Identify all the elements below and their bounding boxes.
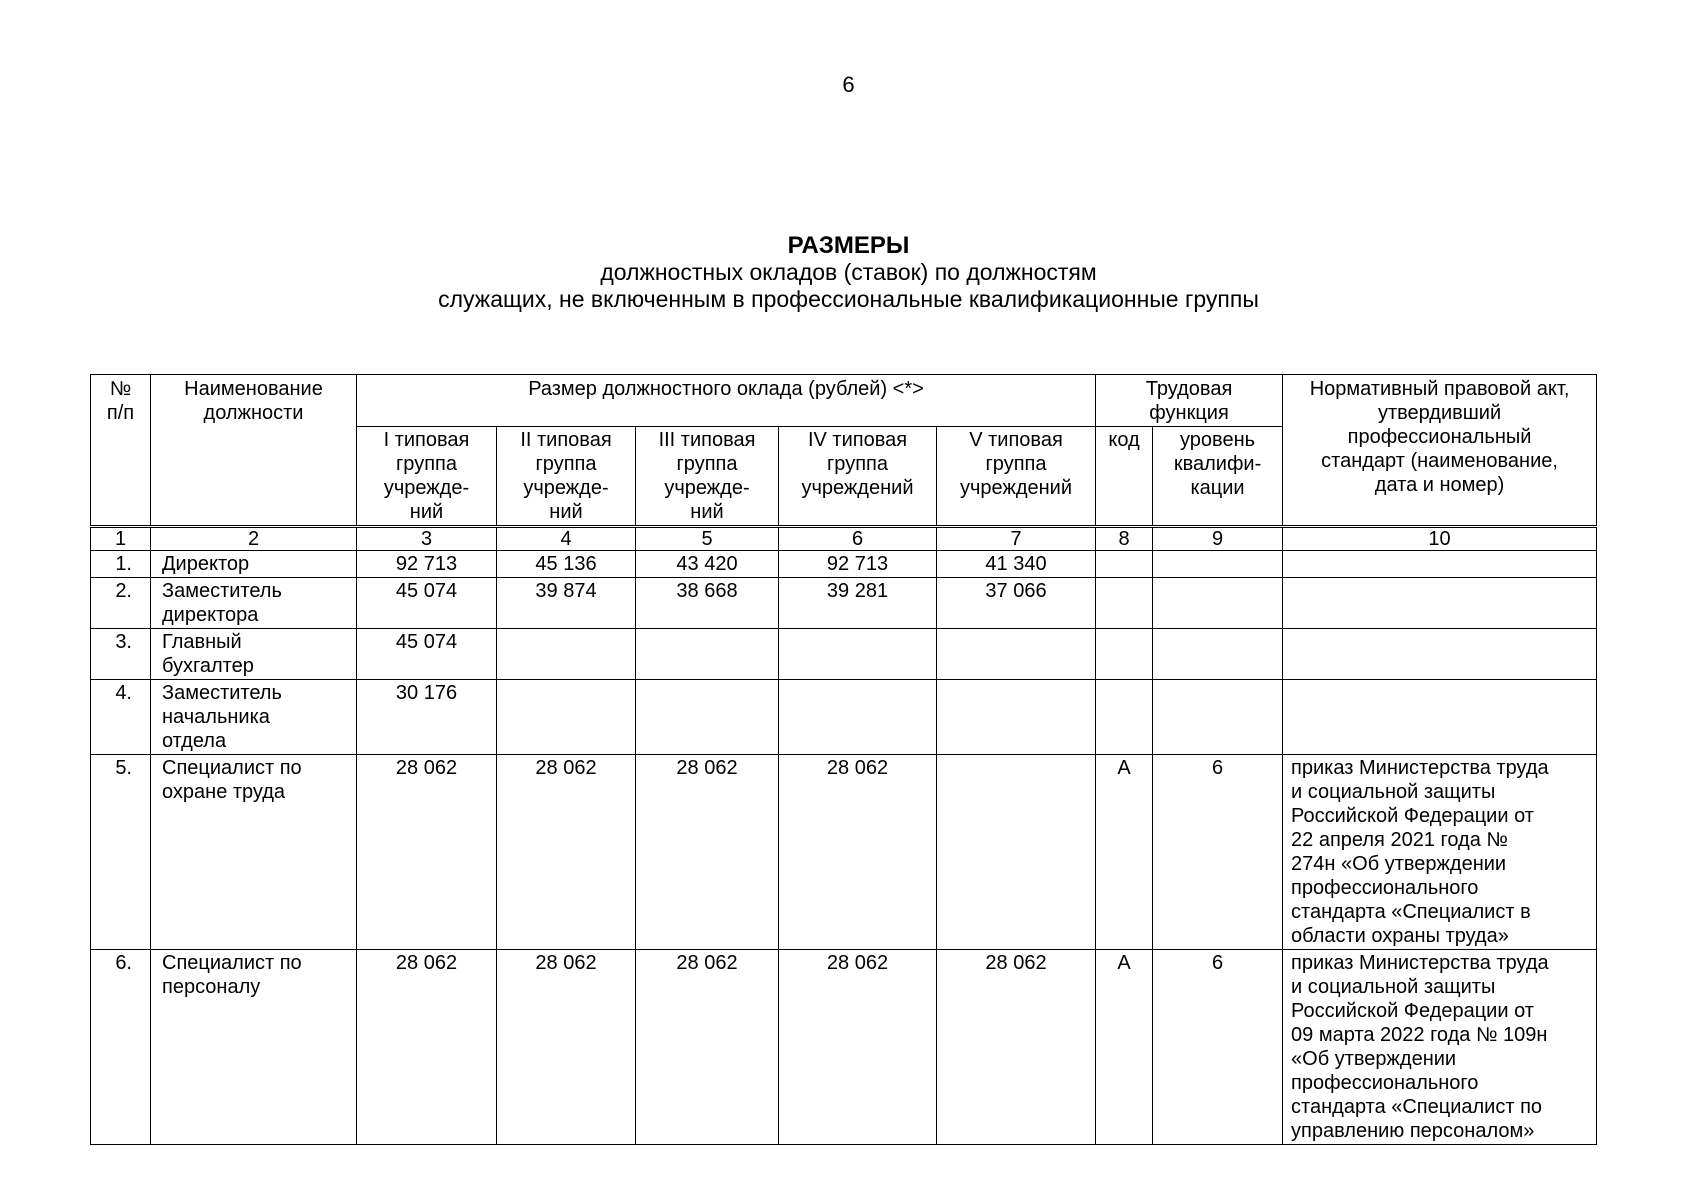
salary-group-4 [779,680,937,755]
salary-group-4: 28 062 [779,950,937,1145]
header-group-4: IV типовая группа учреждений [779,427,937,527]
salary-group-5: 37 066 [937,578,1096,629]
salary-group-5: 41 340 [937,551,1096,578]
salary-group-2 [497,680,636,755]
column-number: 9 [1153,527,1283,551]
header-labor-function: Трудовая функция [1096,375,1283,427]
function-code [1096,578,1153,629]
position-name: Директор [151,551,357,578]
position-name: Заместитель начальника отдела [151,680,357,755]
salary-group-3 [636,629,779,680]
column-number: 1 [91,527,151,551]
header-group-3: III типовая группа учрежде- ний [636,427,779,527]
column-number: 3 [357,527,497,551]
position-name: Главный бухгалтер [151,629,357,680]
header-salary-group: Размер должностного оклада (рублей) <*> [357,375,1096,427]
row-index: 3. [91,629,151,680]
function-code [1096,680,1153,755]
header-num: № п/п [91,375,151,527]
salary-group-1: 28 062 [357,755,497,950]
salary-group-5 [937,680,1096,755]
legal-act [1283,551,1597,578]
salary-group-1: 30 176 [357,680,497,755]
salary-group-3: 38 668 [636,578,779,629]
column-number: 6 [779,527,937,551]
qualification-level [1153,551,1283,578]
table-header [91,375,1597,527]
header-level: уровень квалифи- кации [1153,427,1283,527]
qualification-level [1153,680,1283,755]
salary-table [90,374,1597,1145]
function-code [1096,551,1153,578]
salary-group-2: 28 062 [497,950,636,1145]
legal-act: приказ Министерства труда и социальной защиты Российской Федерации от 09 марта 2022 года № 109н «Об утверждении профессионального стандарта «Специалист по управлению персоналом» [1283,950,1597,1145]
legal-act [1283,629,1597,680]
column-number: 7 [937,527,1096,551]
column-number-row [91,527,1597,551]
salary-group-1: 92 713 [357,551,497,578]
salary-group-3: 28 062 [636,950,779,1145]
row-index: 4. [91,680,151,755]
row-index: 5. [91,755,151,950]
qualification-level [1153,629,1283,680]
table-row [91,629,1597,680]
title-line-3: служащих, не включенным в профессиональные квалификационные группы [438,286,1259,312]
page-number: 6 [842,72,855,97]
header-act: Нормативный правовой акт, утвердивший профессиональный стандарт (наименование, дата и номер) [1283,375,1597,527]
document-title [0,232,1697,313]
row-index: 2. [91,578,151,629]
salary-group-3: 43 420 [636,551,779,578]
header-name: Наименование должности [151,375,357,527]
header-group-5: V типовая группа учреждений [937,427,1096,527]
salary-group-5 [937,755,1096,950]
row-index: 1. [91,551,151,578]
header-code: код [1096,427,1153,527]
table-row [91,578,1597,629]
column-number: 8 [1096,527,1153,551]
salary-group-3 [636,680,779,755]
table-row [91,551,1597,578]
position-name: Специалист по охране труда [151,755,357,950]
column-number: 5 [636,527,779,551]
salary-group-4: 28 062 [779,755,937,950]
table-body [91,527,1597,1145]
table-row [91,755,1597,950]
column-number: 4 [497,527,636,551]
title-main: РАЗМЕРЫ [787,232,910,259]
header-group-2: II типовая группа учрежде- ний [497,427,636,527]
legal-act [1283,680,1597,755]
table-row [91,950,1597,1145]
salary-group-1: 45 074 [357,629,497,680]
salary-group-4 [779,629,937,680]
table-row [91,680,1597,755]
salary-group-1: 28 062 [357,950,497,1145]
function-code: А [1096,755,1153,950]
salary-group-2: 39 874 [497,578,636,629]
salary-group-5 [937,629,1096,680]
salary-group-4: 92 713 [779,551,937,578]
qualification-level: 6 [1153,950,1283,1145]
salary-group-4: 39 281 [779,578,937,629]
function-code [1096,629,1153,680]
header-group-1: I типовая группа учрежде- ний [357,427,497,527]
position-name: Заместитель директора [151,578,357,629]
legal-act: приказ Министерства труда и социальной защиты Российской Федерации от 22 апреля 2021 года № 274н «Об утверждении профессионального стандарта «Специалист в области охраны труда» [1283,755,1597,950]
salary-group-2: 45 136 [497,551,636,578]
salary-group-1: 45 074 [357,578,497,629]
salary-group-5: 28 062 [937,950,1096,1145]
qualification-level [1153,578,1283,629]
legal-act [1283,578,1597,629]
salary-group-3: 28 062 [636,755,779,950]
column-number: 2 [151,527,357,551]
row-index: 6. [91,950,151,1145]
salary-group-2 [497,629,636,680]
salary-group-2: 28 062 [497,755,636,950]
column-number: 10 [1283,527,1597,551]
qualification-level: 6 [1153,755,1283,950]
title-line-2: должностных окладов (ставок) по должностям [600,259,1097,285]
position-name: Специалист по персоналу [151,950,357,1145]
function-code: А [1096,950,1153,1145]
